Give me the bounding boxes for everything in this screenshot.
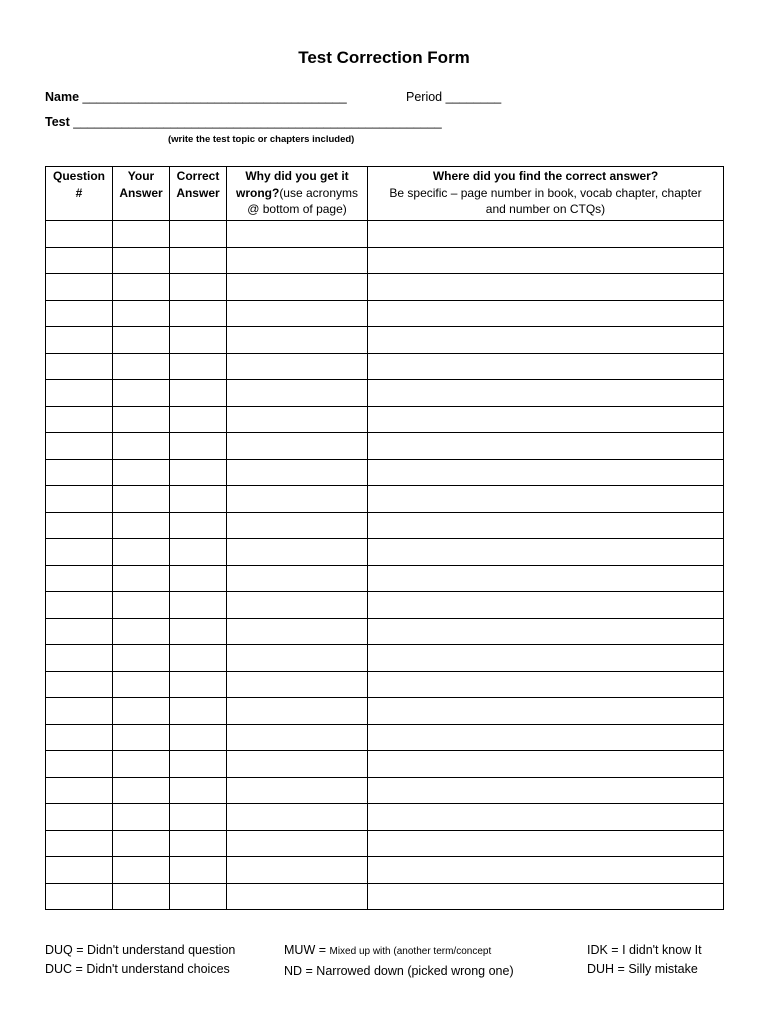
cell-correct-answer[interactable] bbox=[170, 804, 227, 831]
cell-why[interactable] bbox=[227, 221, 368, 248]
test-label: Test bbox=[45, 115, 70, 129]
cell-correct-answer[interactable] bbox=[170, 565, 227, 592]
test-blank[interactable]: _____________________________________________________ bbox=[73, 115, 442, 129]
cell-correct-answer[interactable] bbox=[170, 777, 227, 804]
cell-correct-answer[interactable] bbox=[170, 645, 227, 672]
cell-correct-answer[interactable] bbox=[170, 221, 227, 248]
cell-where[interactable] bbox=[368, 327, 724, 354]
table-row bbox=[46, 645, 724, 672]
cell-where[interactable] bbox=[368, 857, 724, 884]
cell-question[interactable] bbox=[46, 698, 113, 725]
cell-why[interactable] bbox=[227, 618, 368, 645]
cell-question[interactable] bbox=[46, 327, 113, 354]
cell-where[interactable] bbox=[368, 221, 724, 248]
cell-why[interactable] bbox=[227, 857, 368, 884]
cell-question[interactable] bbox=[46, 645, 113, 672]
cell-where[interactable] bbox=[368, 300, 724, 327]
form-title: Test Correction Form bbox=[298, 48, 470, 67]
cell-your-answer[interactable] bbox=[113, 751, 170, 778]
cell-where[interactable] bbox=[368, 830, 724, 857]
cell-why[interactable] bbox=[227, 804, 368, 831]
legend-duq: DUQ = Didn't understand question bbox=[45, 943, 236, 957]
cell-why[interactable] bbox=[227, 327, 368, 354]
table-row bbox=[46, 300, 724, 327]
cell-correct-answer[interactable] bbox=[170, 592, 227, 619]
cell-question[interactable] bbox=[46, 433, 113, 460]
cell-your-answer[interactable] bbox=[113, 645, 170, 672]
cell-why[interactable] bbox=[227, 486, 368, 513]
cell-your-answer[interactable] bbox=[113, 724, 170, 751]
cell-where[interactable] bbox=[368, 724, 724, 751]
name-line[interactable] bbox=[45, 90, 347, 104]
header-why-line2 bbox=[227, 185, 367, 202]
cell-question[interactable] bbox=[46, 751, 113, 778]
cell-question[interactable] bbox=[46, 804, 113, 831]
cell-your-answer[interactable] bbox=[113, 353, 170, 380]
cell-correct-answer[interactable] bbox=[170, 857, 227, 884]
header-correct-answer bbox=[170, 167, 227, 221]
cell-correct-answer[interactable] bbox=[170, 539, 227, 566]
cell-correct-answer[interactable] bbox=[170, 671, 227, 698]
cell-where[interactable] bbox=[368, 565, 724, 592]
cell-question[interactable] bbox=[46, 459, 113, 486]
legend-nd: ND = Narrowed down (picked wrong one) bbox=[284, 963, 514, 978]
table-row bbox=[46, 857, 724, 884]
cell-where[interactable] bbox=[368, 486, 724, 513]
table-row bbox=[46, 512, 724, 539]
header-your-answer bbox=[113, 167, 170, 221]
cell-question[interactable] bbox=[46, 221, 113, 248]
legend-duh: DUH = Silly mistake bbox=[587, 961, 698, 976]
cell-your-answer[interactable] bbox=[113, 539, 170, 566]
name-label: Name bbox=[45, 90, 80, 104]
cell-your-answer[interactable] bbox=[113, 433, 170, 460]
cell-question[interactable] bbox=[46, 486, 113, 513]
table-row bbox=[46, 751, 724, 778]
cell-question[interactable] bbox=[46, 565, 113, 592]
cell-your-answer[interactable] bbox=[113, 327, 170, 354]
cell-your-answer[interactable] bbox=[113, 698, 170, 725]
cell-why[interactable] bbox=[227, 645, 368, 672]
header-why-line2-bold: wrong? bbox=[235, 185, 280, 200]
cell-your-answer[interactable] bbox=[113, 380, 170, 407]
table-row bbox=[46, 883, 724, 910]
table-row bbox=[46, 247, 724, 274]
cell-why[interactable] bbox=[227, 698, 368, 725]
cell-where[interactable] bbox=[368, 883, 724, 910]
table-row bbox=[46, 724, 724, 751]
cell-correct-answer[interactable] bbox=[170, 433, 227, 460]
cell-your-answer[interactable] bbox=[113, 857, 170, 884]
header-where bbox=[368, 167, 724, 221]
table-row bbox=[46, 804, 724, 831]
cell-where[interactable] bbox=[368, 433, 724, 460]
legend-muw-prefix: MUW = bbox=[284, 943, 330, 957]
table-row bbox=[46, 221, 724, 248]
cell-why[interactable] bbox=[227, 671, 368, 698]
table-row bbox=[46, 380, 724, 407]
table-row bbox=[46, 592, 724, 619]
cell-question[interactable] bbox=[46, 512, 113, 539]
cell-question[interactable] bbox=[46, 539, 113, 566]
cell-question[interactable] bbox=[46, 592, 113, 619]
cell-why[interactable] bbox=[227, 592, 368, 619]
legend-muw-text: Mixed up with (another term/concept bbox=[329, 946, 492, 957]
cell-question[interactable] bbox=[46, 830, 113, 857]
cell-where[interactable] bbox=[368, 698, 724, 725]
cell-question[interactable] bbox=[46, 353, 113, 380]
cell-where[interactable] bbox=[368, 539, 724, 566]
legend-column-3 bbox=[587, 941, 702, 978]
table-row bbox=[46, 777, 724, 804]
cell-your-answer[interactable] bbox=[113, 300, 170, 327]
cell-why[interactable] bbox=[227, 353, 368, 380]
cell-correct-answer[interactable] bbox=[170, 618, 227, 645]
period-line[interactable] bbox=[406, 90, 501, 104]
legend-muw bbox=[284, 941, 514, 962]
cell-where[interactable] bbox=[368, 592, 724, 619]
header-your-answer-line1: Your bbox=[127, 169, 155, 183]
cell-where[interactable] bbox=[368, 353, 724, 380]
cell-why[interactable] bbox=[227, 300, 368, 327]
legend-column-1 bbox=[45, 941, 235, 978]
period-label: Period bbox=[406, 90, 443, 104]
cell-your-answer[interactable] bbox=[113, 618, 170, 645]
cell-where[interactable] bbox=[368, 751, 724, 778]
table-row bbox=[46, 274, 724, 301]
legend-duc: DUC = Didn't understand choices bbox=[45, 961, 230, 976]
cell-correct-answer[interactable] bbox=[170, 512, 227, 539]
cell-correct-answer[interactable] bbox=[170, 883, 227, 910]
cell-your-answer[interactable] bbox=[113, 565, 170, 592]
cell-why[interactable] bbox=[227, 433, 368, 460]
header-question-line1: Question bbox=[52, 169, 105, 183]
header-why-line2-rest: (use acronyms bbox=[279, 185, 359, 200]
cell-your-answer[interactable] bbox=[113, 830, 170, 857]
header-row bbox=[46, 167, 724, 221]
cell-why[interactable] bbox=[227, 247, 368, 274]
cell-your-answer[interactable] bbox=[113, 804, 170, 831]
header-question-line2: # bbox=[75, 185, 83, 200]
table-row bbox=[46, 565, 724, 592]
table-row bbox=[46, 406, 724, 433]
table-row bbox=[46, 618, 724, 645]
cell-your-answer[interactable] bbox=[113, 486, 170, 513]
cell-your-answer[interactable] bbox=[113, 221, 170, 248]
header-where-line2: Be specific – page number in book, vocab chapter, chapter bbox=[389, 185, 702, 200]
cell-correct-answer[interactable] bbox=[170, 247, 227, 274]
cell-question[interactable] bbox=[46, 777, 113, 804]
cell-your-answer[interactable] bbox=[113, 512, 170, 539]
name-blank[interactable]: ______________________________________ bbox=[82, 90, 347, 104]
cell-your-answer[interactable] bbox=[113, 459, 170, 486]
cell-why[interactable] bbox=[227, 459, 368, 486]
cell-your-answer[interactable] bbox=[113, 777, 170, 804]
cell-why[interactable] bbox=[227, 751, 368, 778]
header-correct-answer-line1: Correct bbox=[176, 169, 220, 183]
cell-where[interactable] bbox=[368, 274, 724, 301]
legend-column-2 bbox=[284, 941, 514, 980]
cell-why[interactable] bbox=[227, 565, 368, 592]
table-row bbox=[46, 327, 724, 354]
cell-your-answer[interactable] bbox=[113, 406, 170, 433]
test-hint: (write the test topic or chapters included) bbox=[168, 134, 355, 145]
cell-where[interactable] bbox=[368, 777, 724, 804]
table-row bbox=[46, 433, 724, 460]
cell-where[interactable] bbox=[368, 247, 724, 274]
header-where-line3: and number on CTQs) bbox=[485, 202, 606, 216]
cell-correct-answer[interactable] bbox=[170, 353, 227, 380]
cell-correct-answer[interactable] bbox=[170, 274, 227, 301]
cell-your-answer[interactable] bbox=[113, 247, 170, 274]
table-row bbox=[46, 539, 724, 566]
cell-where[interactable] bbox=[368, 618, 724, 645]
cell-question[interactable] bbox=[46, 883, 113, 910]
cell-where[interactable] bbox=[368, 380, 724, 407]
cell-why[interactable] bbox=[227, 274, 368, 301]
cell-correct-answer[interactable] bbox=[170, 300, 227, 327]
cell-correct-answer[interactable] bbox=[170, 751, 227, 778]
header-where-line1: Where did you find the correct answer? bbox=[432, 169, 659, 183]
header-why-line3: @ bottom of page) bbox=[247, 202, 347, 216]
cell-question[interactable] bbox=[46, 857, 113, 884]
cell-question[interactable] bbox=[46, 247, 113, 274]
cell-why[interactable] bbox=[227, 724, 368, 751]
cell-question[interactable] bbox=[46, 618, 113, 645]
cell-your-answer[interactable] bbox=[113, 883, 170, 910]
table-row bbox=[46, 353, 724, 380]
cell-correct-answer[interactable] bbox=[170, 698, 227, 725]
cell-where[interactable] bbox=[368, 804, 724, 831]
cell-where[interactable] bbox=[368, 459, 724, 486]
cell-correct-answer[interactable] bbox=[170, 486, 227, 513]
cell-question[interactable] bbox=[46, 671, 113, 698]
cell-why[interactable] bbox=[227, 830, 368, 857]
cell-why[interactable] bbox=[227, 777, 368, 804]
period-blank[interactable]: ________ bbox=[445, 90, 502, 104]
header-question bbox=[46, 167, 113, 221]
header-correct-answer-line2: Answer bbox=[176, 185, 220, 200]
cell-your-answer[interactable] bbox=[113, 671, 170, 698]
header-why-line1: Why did you get it bbox=[245, 169, 349, 183]
cell-correct-answer[interactable] bbox=[170, 406, 227, 433]
cell-question[interactable] bbox=[46, 724, 113, 751]
legend-idk: IDK = I didn't know It bbox=[587, 943, 702, 957]
cell-question[interactable] bbox=[46, 380, 113, 407]
cell-why[interactable] bbox=[227, 380, 368, 407]
cell-where[interactable] bbox=[368, 512, 724, 539]
cell-question[interactable] bbox=[46, 300, 113, 327]
cell-where[interactable] bbox=[368, 671, 724, 698]
cell-correct-answer[interactable] bbox=[170, 830, 227, 857]
cell-where[interactable] bbox=[368, 645, 724, 672]
table-row bbox=[46, 830, 724, 857]
cell-question[interactable] bbox=[46, 406, 113, 433]
cell-your-answer[interactable] bbox=[113, 592, 170, 619]
cell-your-answer[interactable] bbox=[113, 274, 170, 301]
cell-why[interactable] bbox=[227, 883, 368, 910]
cell-correct-answer[interactable] bbox=[170, 724, 227, 751]
cell-why[interactable] bbox=[227, 406, 368, 433]
cell-why[interactable] bbox=[227, 539, 368, 566]
table-row bbox=[46, 671, 724, 698]
header-your-answer-line2: Answer bbox=[119, 185, 163, 200]
test-line[interactable] bbox=[45, 115, 442, 129]
table-row bbox=[46, 698, 724, 725]
table-row bbox=[46, 459, 724, 486]
cell-correct-answer[interactable] bbox=[170, 459, 227, 486]
cell-correct-answer[interactable] bbox=[170, 380, 227, 407]
cell-question[interactable] bbox=[46, 274, 113, 301]
cell-correct-answer[interactable] bbox=[170, 327, 227, 354]
correction-table bbox=[45, 166, 724, 910]
cell-why[interactable] bbox=[227, 512, 368, 539]
cell-where[interactable] bbox=[368, 406, 724, 433]
table-body bbox=[46, 221, 724, 910]
header-why bbox=[227, 167, 368, 221]
table-row bbox=[46, 486, 724, 513]
